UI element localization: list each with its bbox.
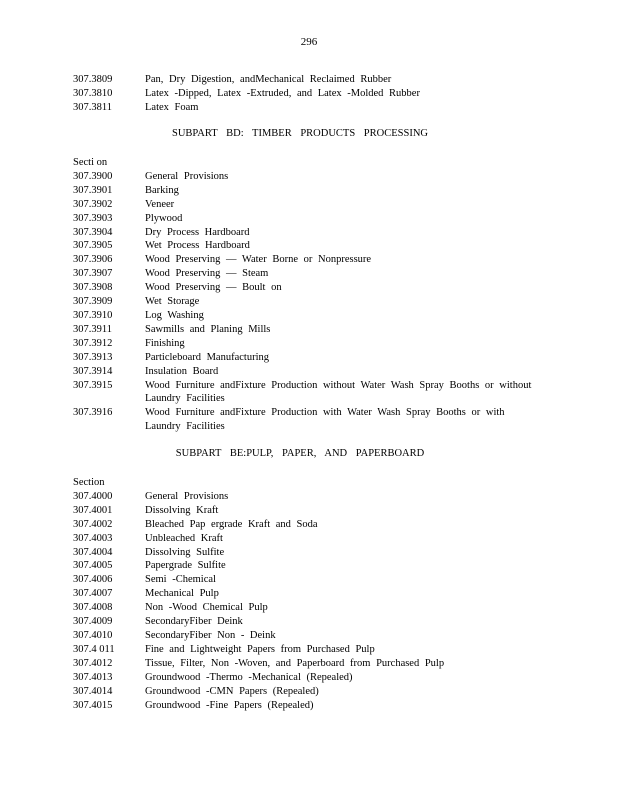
section-number: 307.3902 <box>73 198 113 210</box>
section-title: Wood Furniture andFixture Production with Water Wash Spray Booths or with Laundry Facilities <box>145 407 505 433</box>
subpart-be-list <box>73 476 543 712</box>
list-item <box>73 615 543 629</box>
list-item <box>73 239 543 253</box>
list-item <box>73 532 543 546</box>
section-title: Wood Preserving — Water Borne or Nonpressure <box>145 254 372 266</box>
section-number: 307.4000 <box>73 490 113 502</box>
section-title: Dissolving Sulfite <box>145 546 225 558</box>
list-item <box>73 281 543 295</box>
subpart-be-heading: SUBPART BE:PULP, PAPER, AND PAPERBOARD <box>175 448 425 459</box>
section-title: General Provisions <box>145 170 229 182</box>
section-number: 307.3912 <box>73 337 113 349</box>
section-number: 307.4015 <box>73 699 113 711</box>
list-item <box>73 490 543 504</box>
section-title: Pan, Dry Digestion, andMechanical Reclaimed Rubber <box>145 74 392 85</box>
section-title: Non -Wood Chemical Pulp <box>145 602 268 614</box>
section-number: 307.4004 <box>73 546 113 558</box>
section-title: Groundwood -Fine Papers (Repealed) <box>145 699 314 711</box>
list-item <box>73 671 543 685</box>
section-title: Veneer <box>145 198 175 210</box>
section-title: Dry Process Hardboard <box>145 226 250 238</box>
section-title: Mechanical Pulp <box>145 588 219 600</box>
list-item <box>73 573 543 587</box>
section-number: 307.3811 <box>73 101 112 113</box>
section-number: 307.4008 <box>73 602 113 614</box>
top-entries <box>73 73 543 115</box>
section-title: SecondaryFiber Deink <box>145 616 243 628</box>
list-item <box>73 518 543 532</box>
list-item <box>73 226 543 240</box>
list-item <box>73 587 543 601</box>
section-number: 307.3908 <box>73 282 113 294</box>
section-title: Wood Preserving — Boult on <box>145 282 282 294</box>
section-number: 307.4013 <box>73 671 113 683</box>
list-item <box>73 267 543 281</box>
section-number: 307.3809 <box>73 74 113 85</box>
section-title: Particleboard Manufacturing <box>145 351 269 363</box>
section-title: Groundwood -Thermo -Mechanical (Repealed) <box>145 671 353 683</box>
list-item <box>73 629 543 643</box>
list-item <box>73 253 543 267</box>
section-title: Latex Foam <box>145 101 199 113</box>
section-number: 307.3907 <box>73 268 113 280</box>
list-item <box>73 309 543 323</box>
list-item <box>73 699 543 713</box>
section-number: 307.4005 <box>73 560 113 572</box>
section-number: 307.4 011 <box>73 643 115 655</box>
section-title: Fine and Lightweight Papers from Purchased Pulp <box>145 643 375 655</box>
list-item <box>73 73 543 87</box>
section-title: Bleached Pap ergrade Kraft and Soda <box>145 518 318 530</box>
subpart-bd-heading: SUBPART BD: TIMBER PRODUCTS PROCESSING <box>172 128 428 139</box>
section-title: Sawmills and Planing Mills <box>145 323 271 335</box>
section-column-label: Section <box>73 477 105 488</box>
section-title: Barking <box>145 184 179 196</box>
section-number: 307.4009 <box>73 616 113 628</box>
list-item <box>73 504 543 518</box>
section-number: 307.4003 <box>73 532 113 544</box>
list-item <box>73 657 543 671</box>
section-title: Finishing <box>145 337 185 349</box>
section-number: 307.3904 <box>73 226 113 238</box>
section-title: Wood Furniture andFixture Production without Water Wash Spray Booths or without Laundry Facilities <box>145 379 532 405</box>
section-title: Wet Storage <box>145 296 200 308</box>
section-title: Semi -Chemical <box>145 574 216 586</box>
section-title: Unbleached Kraft <box>145 532 223 544</box>
section-title: Latex -Dipped, Latex -Extruded, and Latex -Molded Rubber <box>145 87 420 99</box>
section-number: 307.4006 <box>73 574 113 586</box>
section-title: Insulation Board <box>145 365 219 377</box>
section-number: 307.3916 <box>73 407 113 419</box>
section-number: 307.3903 <box>73 212 113 224</box>
section-title: Wood Preserving — Steam <box>145 268 269 280</box>
list-item <box>73 546 543 560</box>
list-item <box>73 601 543 615</box>
list-item <box>73 559 543 573</box>
list-item <box>73 351 543 365</box>
section-column-label: Secti on <box>73 157 108 168</box>
list-item <box>73 379 543 407</box>
list-item <box>73 337 543 351</box>
section-number: 307.3810 <box>73 87 113 99</box>
section-number: 307.3905 <box>73 240 113 252</box>
section-number: 307.3915 <box>73 379 113 391</box>
list-item <box>73 87 543 101</box>
section-number: 307.3909 <box>73 296 113 308</box>
list-item <box>73 295 543 309</box>
section-title: Dissolving Kraft <box>145 504 219 516</box>
list-item <box>73 643 543 657</box>
section-number: 307.3910 <box>73 309 113 321</box>
section-number: 307.3913 <box>73 351 113 363</box>
list-item <box>73 184 543 198</box>
page-number: 296 <box>300 36 318 48</box>
section-title: Papergrade Sulfite <box>145 560 226 572</box>
list-item <box>73 323 543 337</box>
list-item <box>73 685 543 699</box>
section-title: Wet Process Hardboard <box>145 240 250 252</box>
section-title: SecondaryFiber Non - Deink <box>145 629 276 641</box>
section-title: General Provisions <box>145 490 229 502</box>
section-number: 307.4014 <box>73 685 113 697</box>
section-number: 307.4007 <box>73 588 113 600</box>
section-number: 307.3900 <box>73 170 113 182</box>
section-title: Groundwood -CMN Papers (Repealed) <box>145 685 319 697</box>
list-item <box>73 365 543 379</box>
section-number: 307.3914 <box>73 365 113 377</box>
list-item <box>73 212 543 226</box>
section-title: Log Washing <box>145 309 204 321</box>
section-number: 307.4012 <box>73 657 113 669</box>
section-number: 307.3911 <box>73 323 112 335</box>
section-number: 307.4002 <box>73 518 113 530</box>
section-number: 307.3901 <box>73 184 113 196</box>
list-item <box>73 198 543 212</box>
list-item <box>73 101 543 115</box>
list-item <box>73 406 543 434</box>
section-title: Plywood <box>145 212 183 224</box>
section-title: Tissue, Filter, Non -Woven, and Paperboard from Purchased Pulp <box>145 657 445 669</box>
list-item <box>73 170 543 184</box>
subpart-bd-list <box>73 156 543 434</box>
section-number: 307.3906 <box>73 254 113 266</box>
section-number: 307.4001 <box>73 504 113 516</box>
section-number: 307.4010 <box>73 629 113 641</box>
